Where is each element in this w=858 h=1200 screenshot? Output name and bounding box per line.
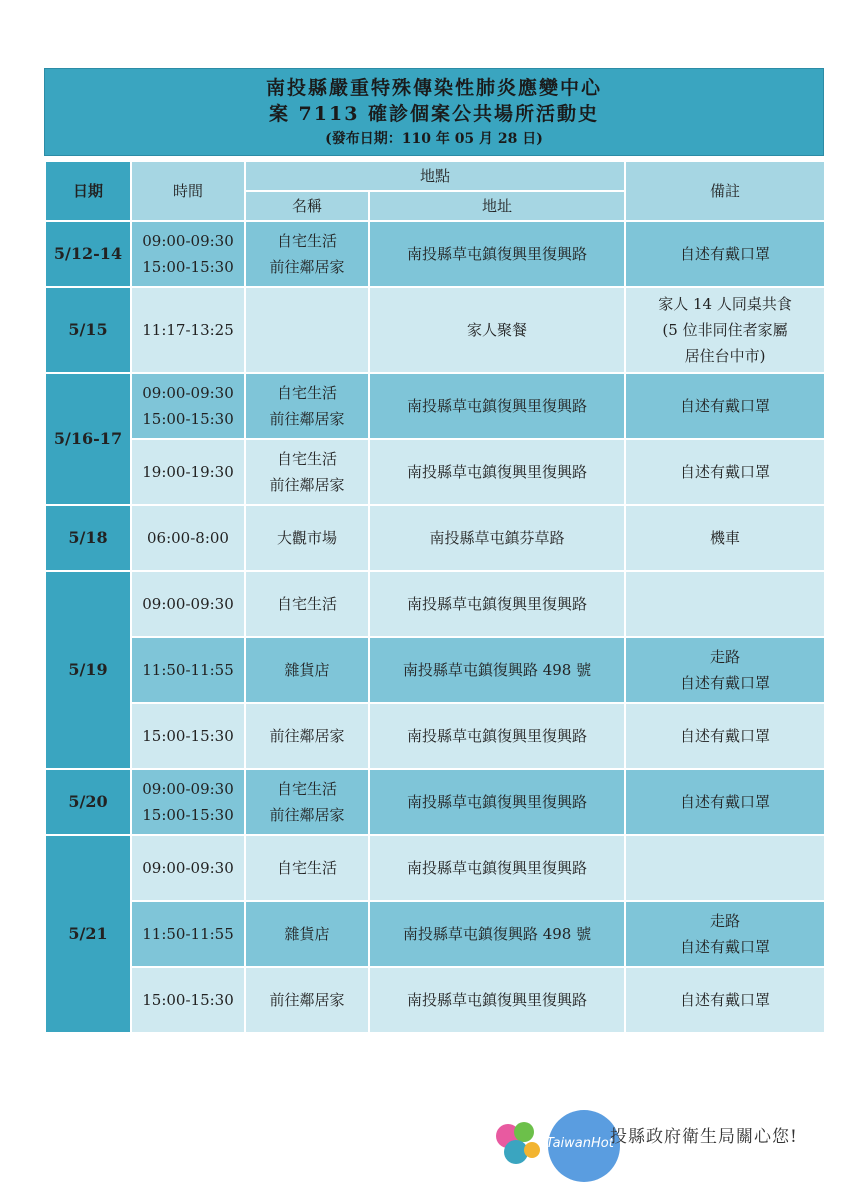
note-line: 家人 14 人同桌共食 — [658, 295, 792, 313]
cell-address: 南投縣草屯鎮復興里復興路 — [369, 373, 625, 439]
cell-date: 5/15 — [45, 287, 131, 373]
name-line: 前往鄰居家 — [269, 258, 345, 276]
cell-time — [131, 373, 245, 439]
title-line-1: 南投縣嚴重特殊傳染性肺炎應變中心 — [265, 77, 602, 99]
time-line: 09:00-09:30 — [142, 384, 234, 402]
cell-time — [131, 967, 245, 1033]
cell-note — [625, 439, 825, 505]
name-line: 自宅生活 — [276, 384, 337, 402]
cell-address: 南投縣草屯鎮復興里復興路 — [369, 439, 625, 505]
note-line: 自述有戴口罩 — [680, 463, 771, 481]
cell-address: 南投縣草屯鎮復興里復興路 — [369, 703, 625, 769]
cell-name — [245, 637, 369, 703]
cell-note — [625, 769, 825, 835]
cell-time — [131, 571, 245, 637]
table-row — [45, 901, 825, 967]
table-row — [45, 439, 825, 505]
table-row — [45, 835, 825, 901]
cell-address: 南投縣草屯鎮復興里復興路 — [369, 769, 625, 835]
cell-time — [131, 637, 245, 703]
name-line: 自宅生活 — [276, 595, 337, 613]
name-line: 前往鄰居家 — [269, 410, 345, 428]
col-header-note: 備註 — [625, 161, 825, 221]
time-line: 15:00-15:30 — [142, 727, 234, 745]
cell-name — [245, 769, 369, 835]
cell-date: 5/21 — [45, 835, 131, 1033]
table-row — [45, 221, 825, 287]
cell-address: 家人聚餐 — [369, 287, 625, 373]
table-row — [45, 637, 825, 703]
cell-name — [245, 505, 369, 571]
table-row — [45, 373, 825, 439]
col-header-time: 時間 — [131, 161, 245, 221]
note-line: 自述有戴口罩 — [680, 397, 771, 415]
footer-text: 投縣政府衛生局關心您! — [610, 1127, 798, 1147]
cell-note — [625, 505, 825, 571]
cell-date: 5/18 — [45, 505, 131, 571]
time-line: 09:00-09:30 — [142, 232, 234, 250]
note-line: 自述有戴口罩 — [680, 938, 771, 956]
cell-time — [131, 703, 245, 769]
name-line: 自宅生活 — [276, 859, 337, 877]
cell-time — [131, 901, 245, 967]
cell-date: 5/20 — [45, 769, 131, 835]
time-line: 09:00-09:30 — [142, 859, 234, 877]
note-line: 自述有戴口罩 — [680, 991, 771, 1009]
name-line: 自宅生活 — [276, 450, 337, 468]
time-line: 09:00-09:30 — [142, 595, 234, 613]
name-line: 大觀市場 — [276, 529, 337, 547]
cell-name — [245, 901, 369, 967]
cell-name — [245, 571, 369, 637]
cell-address: 南投縣草屯鎮復興里復興路 — [369, 571, 625, 637]
col-header-date: 日期 — [45, 161, 131, 221]
name-line: 雜貨店 — [284, 661, 330, 679]
cell-name — [245, 703, 369, 769]
cell-address: 南投縣草屯鎮芬草路 — [369, 505, 625, 571]
name-line: 前往鄰居家 — [269, 991, 345, 1009]
cell-time — [131, 287, 245, 373]
table-row — [45, 571, 825, 637]
note-line: 走路 — [710, 648, 741, 666]
table-row — [45, 769, 825, 835]
cell-note — [625, 373, 825, 439]
note-line: 自述有戴口罩 — [680, 674, 771, 692]
note-line: 走路 — [710, 912, 741, 930]
cell-name — [245, 287, 369, 373]
cell-note — [625, 637, 825, 703]
cell-time — [131, 221, 245, 287]
cell-time — [131, 835, 245, 901]
cell-address: 南投縣草屯鎮復興里復興路 — [369, 967, 625, 1033]
footer — [490, 1100, 830, 1180]
cell-time — [131, 505, 245, 571]
cell-name — [245, 835, 369, 901]
time-line: 11:17-13:25 — [142, 321, 234, 339]
cell-note — [625, 835, 825, 901]
time-line: 11:50-11:55 — [142, 925, 234, 943]
time-line: 11:50-11:55 — [142, 661, 234, 679]
nantou-logo — [490, 1114, 546, 1170]
cell-note — [625, 287, 825, 373]
cell-name — [245, 373, 369, 439]
col-header-name: 名稱 — [245, 191, 369, 221]
cell-time — [131, 769, 245, 835]
time-line: 09:00-09:30 — [142, 780, 234, 798]
cell-name — [245, 439, 369, 505]
time-line: 15:00-15:30 — [142, 806, 234, 824]
name-line: 前往鄰居家 — [269, 806, 345, 824]
col-header-address: 地址 — [369, 191, 625, 221]
title-banner — [44, 68, 824, 156]
note-line: 自述有戴口罩 — [680, 245, 771, 263]
cell-note — [625, 221, 825, 287]
time-line: 15:00-15:30 — [142, 410, 234, 428]
cell-address: 南投縣草屯鎮復興里復興路 — [369, 835, 625, 901]
activity-table — [44, 160, 826, 1034]
name-line: 前往鄰居家 — [269, 476, 345, 494]
table-row — [45, 287, 825, 373]
note-line: 自述有戴口罩 — [680, 793, 771, 811]
note-line: 機車 — [710, 529, 741, 547]
cell-address: 南投縣草屯鎮復興里復興路 — [369, 221, 625, 287]
time-line: 06:00-8:00 — [147, 529, 229, 547]
cell-date: 5/19 — [45, 571, 131, 769]
note-line: 居住台中市) — [684, 347, 766, 365]
note-line: 自述有戴口罩 — [680, 727, 771, 745]
cell-date: 5/12-14 — [45, 221, 131, 287]
cell-name — [245, 221, 369, 287]
cell-note — [625, 571, 825, 637]
name-line: 自宅生活 — [276, 232, 337, 250]
time-line: 19:00-19:30 — [142, 463, 234, 481]
issue-date: (發布日期：110 年 05 月 28 日) — [325, 131, 543, 147]
cell-address: 南投縣草屯鎮復興路 498 號 — [369, 637, 625, 703]
col-header-place: 地點 — [245, 161, 625, 191]
name-line: 前往鄰居家 — [269, 727, 345, 745]
cell-note — [625, 901, 825, 967]
table-row — [45, 967, 825, 1033]
document — [44, 68, 824, 1034]
cell-note — [625, 967, 825, 1033]
note-line: (5 位非同住者家屬 — [662, 321, 788, 339]
time-line: 15:00-15:30 — [142, 258, 234, 276]
cell-date: 5/16-17 — [45, 373, 131, 505]
time-line: 15:00-15:30 — [142, 991, 234, 1009]
cell-address: 南投縣草屯鎮復興路 498 號 — [369, 901, 625, 967]
cell-name — [245, 967, 369, 1033]
name-line: 雜貨店 — [284, 925, 330, 943]
table-row — [45, 703, 825, 769]
table-row — [45, 505, 825, 571]
cell-time — [131, 439, 245, 505]
watermark-text: TaiwanHot — [546, 1136, 614, 1151]
cell-note — [625, 703, 825, 769]
title-line-2: 案 7113 確診個案公共場所活動史 — [268, 103, 600, 125]
name-line: 自宅生活 — [276, 780, 337, 798]
